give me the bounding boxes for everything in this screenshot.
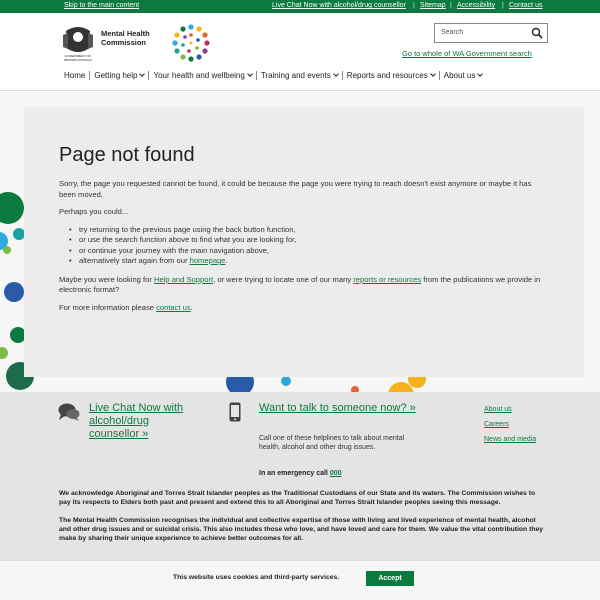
accept-cookies-button[interactable]: Accept	[366, 571, 414, 586]
paragraph	[59, 275, 549, 296]
separator: |	[450, 2, 452, 9]
site-header	[0, 13, 600, 91]
contact-us-link[interactable]: contact us	[156, 302, 191, 312]
accessibility-link[interactable]: Accessibility	[457, 2, 496, 9]
text: For more information please	[59, 302, 157, 312]
emergency-label: In an emergency call	[259, 470, 330, 477]
paragraph: Sorry, the page you requested cannot be found, it could be because the page you were trying to reach doesn't exist anymore or maybe it has been moved.	[59, 179, 532, 199]
reports-resources-link[interactable]: reports or resources	[353, 274, 422, 284]
nav-label: Reports and resources	[346, 71, 428, 80]
chevron-down-icon	[477, 71, 483, 77]
chevron-down-icon	[430, 71, 436, 77]
text: alternatively start again from our	[79, 256, 190, 265]
talk-to-someone-link[interactable]: Want to talk to someone now? »	[259, 402, 416, 414]
footer-link-careers[interactable]: Careers	[484, 421, 509, 428]
paragraph: Perhaps you could...	[59, 207, 129, 216]
cookie-message: This website uses cookies and third-party services.	[173, 574, 340, 581]
footer-link-news-media[interactable]: News and media	[484, 436, 537, 443]
acknowledgement	[59, 489, 547, 552]
homepage-link[interactable]: homepage	[189, 256, 226, 265]
nav-item-training-events[interactable]	[256, 71, 342, 80]
chevron-down-icon	[140, 71, 146, 77]
chat-bubbles-icon	[58, 402, 80, 422]
decorative-dot	[4, 282, 24, 302]
list-item: • try returning to the previous page using the back button function,	[69, 225, 549, 236]
decorative-dot	[3, 246, 11, 254]
separator: |	[413, 2, 415, 9]
text: Maybe you were looking for	[59, 274, 154, 284]
chevron-down-icon	[247, 71, 253, 77]
wa-government-search-link[interactable]: Go to whole of WA Government search	[402, 49, 532, 58]
paragraph	[59, 303, 549, 314]
text: .	[225, 256, 228, 265]
text: , or were trying to locate one of our many	[213, 274, 354, 284]
search-placeholder: Search	[441, 29, 464, 36]
top-utility-bar	[0, 0, 600, 13]
decorative-dot	[0, 347, 8, 359]
suggestions-list	[69, 225, 549, 267]
nav-label: Training and events	[260, 71, 331, 80]
nav-label: Getting help	[94, 71, 138, 80]
mobile-phone-icon	[229, 402, 241, 422]
footer-links	[484, 402, 536, 447]
help-support-link[interactable]: Help and Support	[153, 274, 214, 284]
chevron-down-icon	[333, 71, 339, 77]
footer-link-about-us[interactable]: About us	[484, 406, 512, 413]
page-not-found-card	[24, 107, 584, 377]
nav-item-home[interactable]	[60, 71, 89, 80]
live-chat-link[interactable]: Live Chat Now with alcohol/drug counsellor »	[89, 402, 184, 440]
contact-link[interactable]: Contact us	[509, 2, 543, 9]
nav-label: About us	[443, 71, 476, 80]
svg-text:GOVERNMENT OF: GOVERNMENT OF	[64, 54, 92, 58]
cookie-banner	[0, 560, 600, 600]
emergency-number-link[interactable]: 000	[329, 470, 342, 477]
wa-government-crest-logo[interactable]	[60, 23, 96, 63]
text: from the publications we provide in electronic format?	[59, 274, 541, 294]
emergency-text	[259, 470, 342, 477]
nav-label: Your health and wellbeing	[153, 71, 245, 80]
nav-item-reports-resources[interactable]	[342, 71, 439, 80]
helpline-description: Call one of these helplines to talk about mental health, alcohol and other drug issues.	[259, 435, 405, 451]
list-item: • or continue your journey with the main navigation above,	[69, 246, 549, 257]
skip-link[interactable]: Skip to the main content	[64, 2, 140, 9]
separator: |	[502, 2, 504, 9]
search-icon[interactable]	[531, 27, 543, 39]
main-navigation	[60, 71, 486, 80]
top-livechat-link[interactable]: Live Chat Now with alcohol/drug counsellor	[272, 2, 406, 9]
brand-line: Commission	[101, 38, 147, 47]
nav-label: Home	[64, 71, 86, 80]
mhc-dots-logo	[171, 23, 211, 63]
brand-name[interactable]	[101, 29, 150, 47]
acknowledgement-country: We acknowledge Aboriginal and Torres Strait Islander peoples as the Traditional Custodians of our State and its waters. The Commission wishes to pay its respects to Elders both past and present and extend this to all Aboriginal and Torres Strait Islander peoples seeing this message.	[59, 490, 536, 506]
svg-text:WESTERN AUSTRALIA: WESTERN AUSTRALIA	[64, 59, 92, 62]
decorative-dot	[281, 376, 291, 386]
sitemap-link[interactable]: Sitemap	[420, 2, 446, 9]
search-input[interactable]	[434, 23, 548, 43]
list-item	[69, 256, 549, 267]
nav-item-about-us[interactable]	[439, 71, 487, 80]
list-item: • or use the search function above to find what you are looking for,	[69, 235, 549, 246]
page-body	[59, 179, 549, 320]
nav-item-health-wellbeing[interactable]	[148, 71, 255, 80]
decorative-dot	[0, 192, 24, 224]
text: .	[190, 302, 193, 312]
brand-line: Mental Health	[101, 29, 150, 38]
page-title: Page not found	[59, 144, 195, 166]
nav-item-getting-help[interactable]	[89, 71, 148, 80]
acknowledgement-lived-experience: The Mental Health Commission recognises the individual and collective expertise of those with living and lived experience of mental health, alcohol and other drug issues and or suicidal crisis. This also includes those who love, and have loved and care for them. We value the vital contribution they make by sharing their unique experience to achieve better outcomes for all.	[59, 517, 544, 542]
